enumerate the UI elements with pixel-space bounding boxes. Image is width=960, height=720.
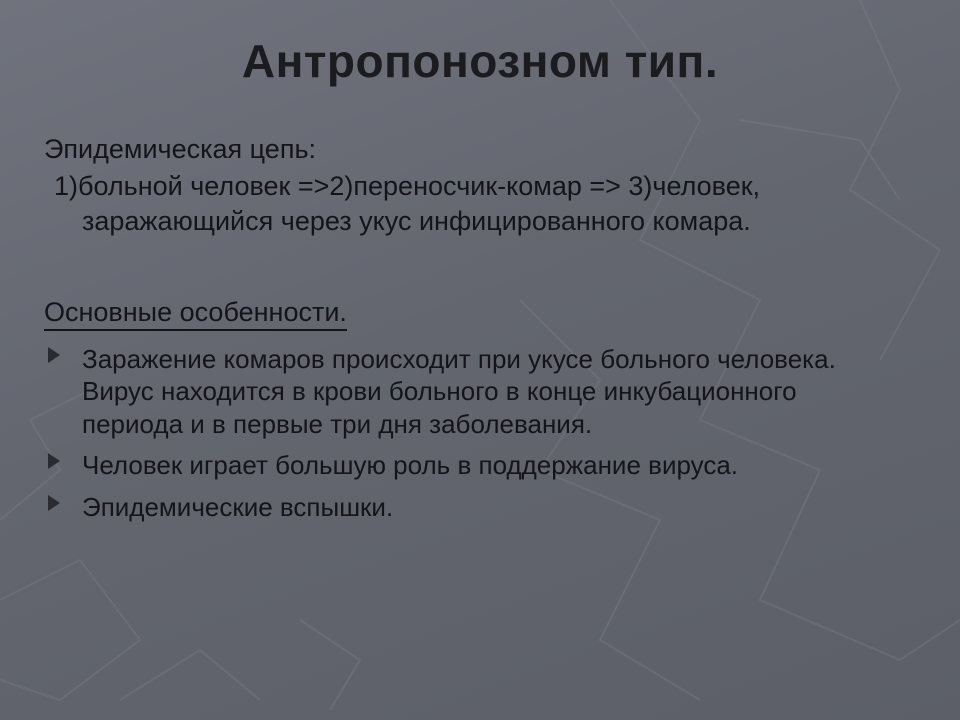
section-heading: Основные особенности. <box>44 297 347 331</box>
list-item-label: Человек играет большую роль в поддержание вируса. <box>82 450 739 481</box>
list-item <box>44 449 882 482</box>
triangle-bullet-icon <box>48 495 60 511</box>
lead-text: Эпидемическая цепь: <box>44 134 317 164</box>
list-item <box>44 491 882 524</box>
chain-line-first: 1)больной человек =>2)переносчик-комар => 3)человек, <box>54 170 761 201</box>
list-item-label: Эпидемические вспышки. <box>82 491 394 522</box>
list-item-label: Заражение комаров происходит при укусе больного человека. Вирус находится в крови больного в конце инкубационного периода и в первые три дня заболевания. <box>82 343 836 439</box>
bullet-list <box>44 343 920 524</box>
slide-body <box>44 132 920 532</box>
page-title: Антропонозном тип. <box>241 35 719 87</box>
triangle-bullet-icon <box>48 347 60 363</box>
list-item <box>44 343 882 441</box>
chain-line-second: заражающийся через укус инфицированного комара. <box>82 205 751 236</box>
triangle-bullet-icon <box>48 453 60 469</box>
